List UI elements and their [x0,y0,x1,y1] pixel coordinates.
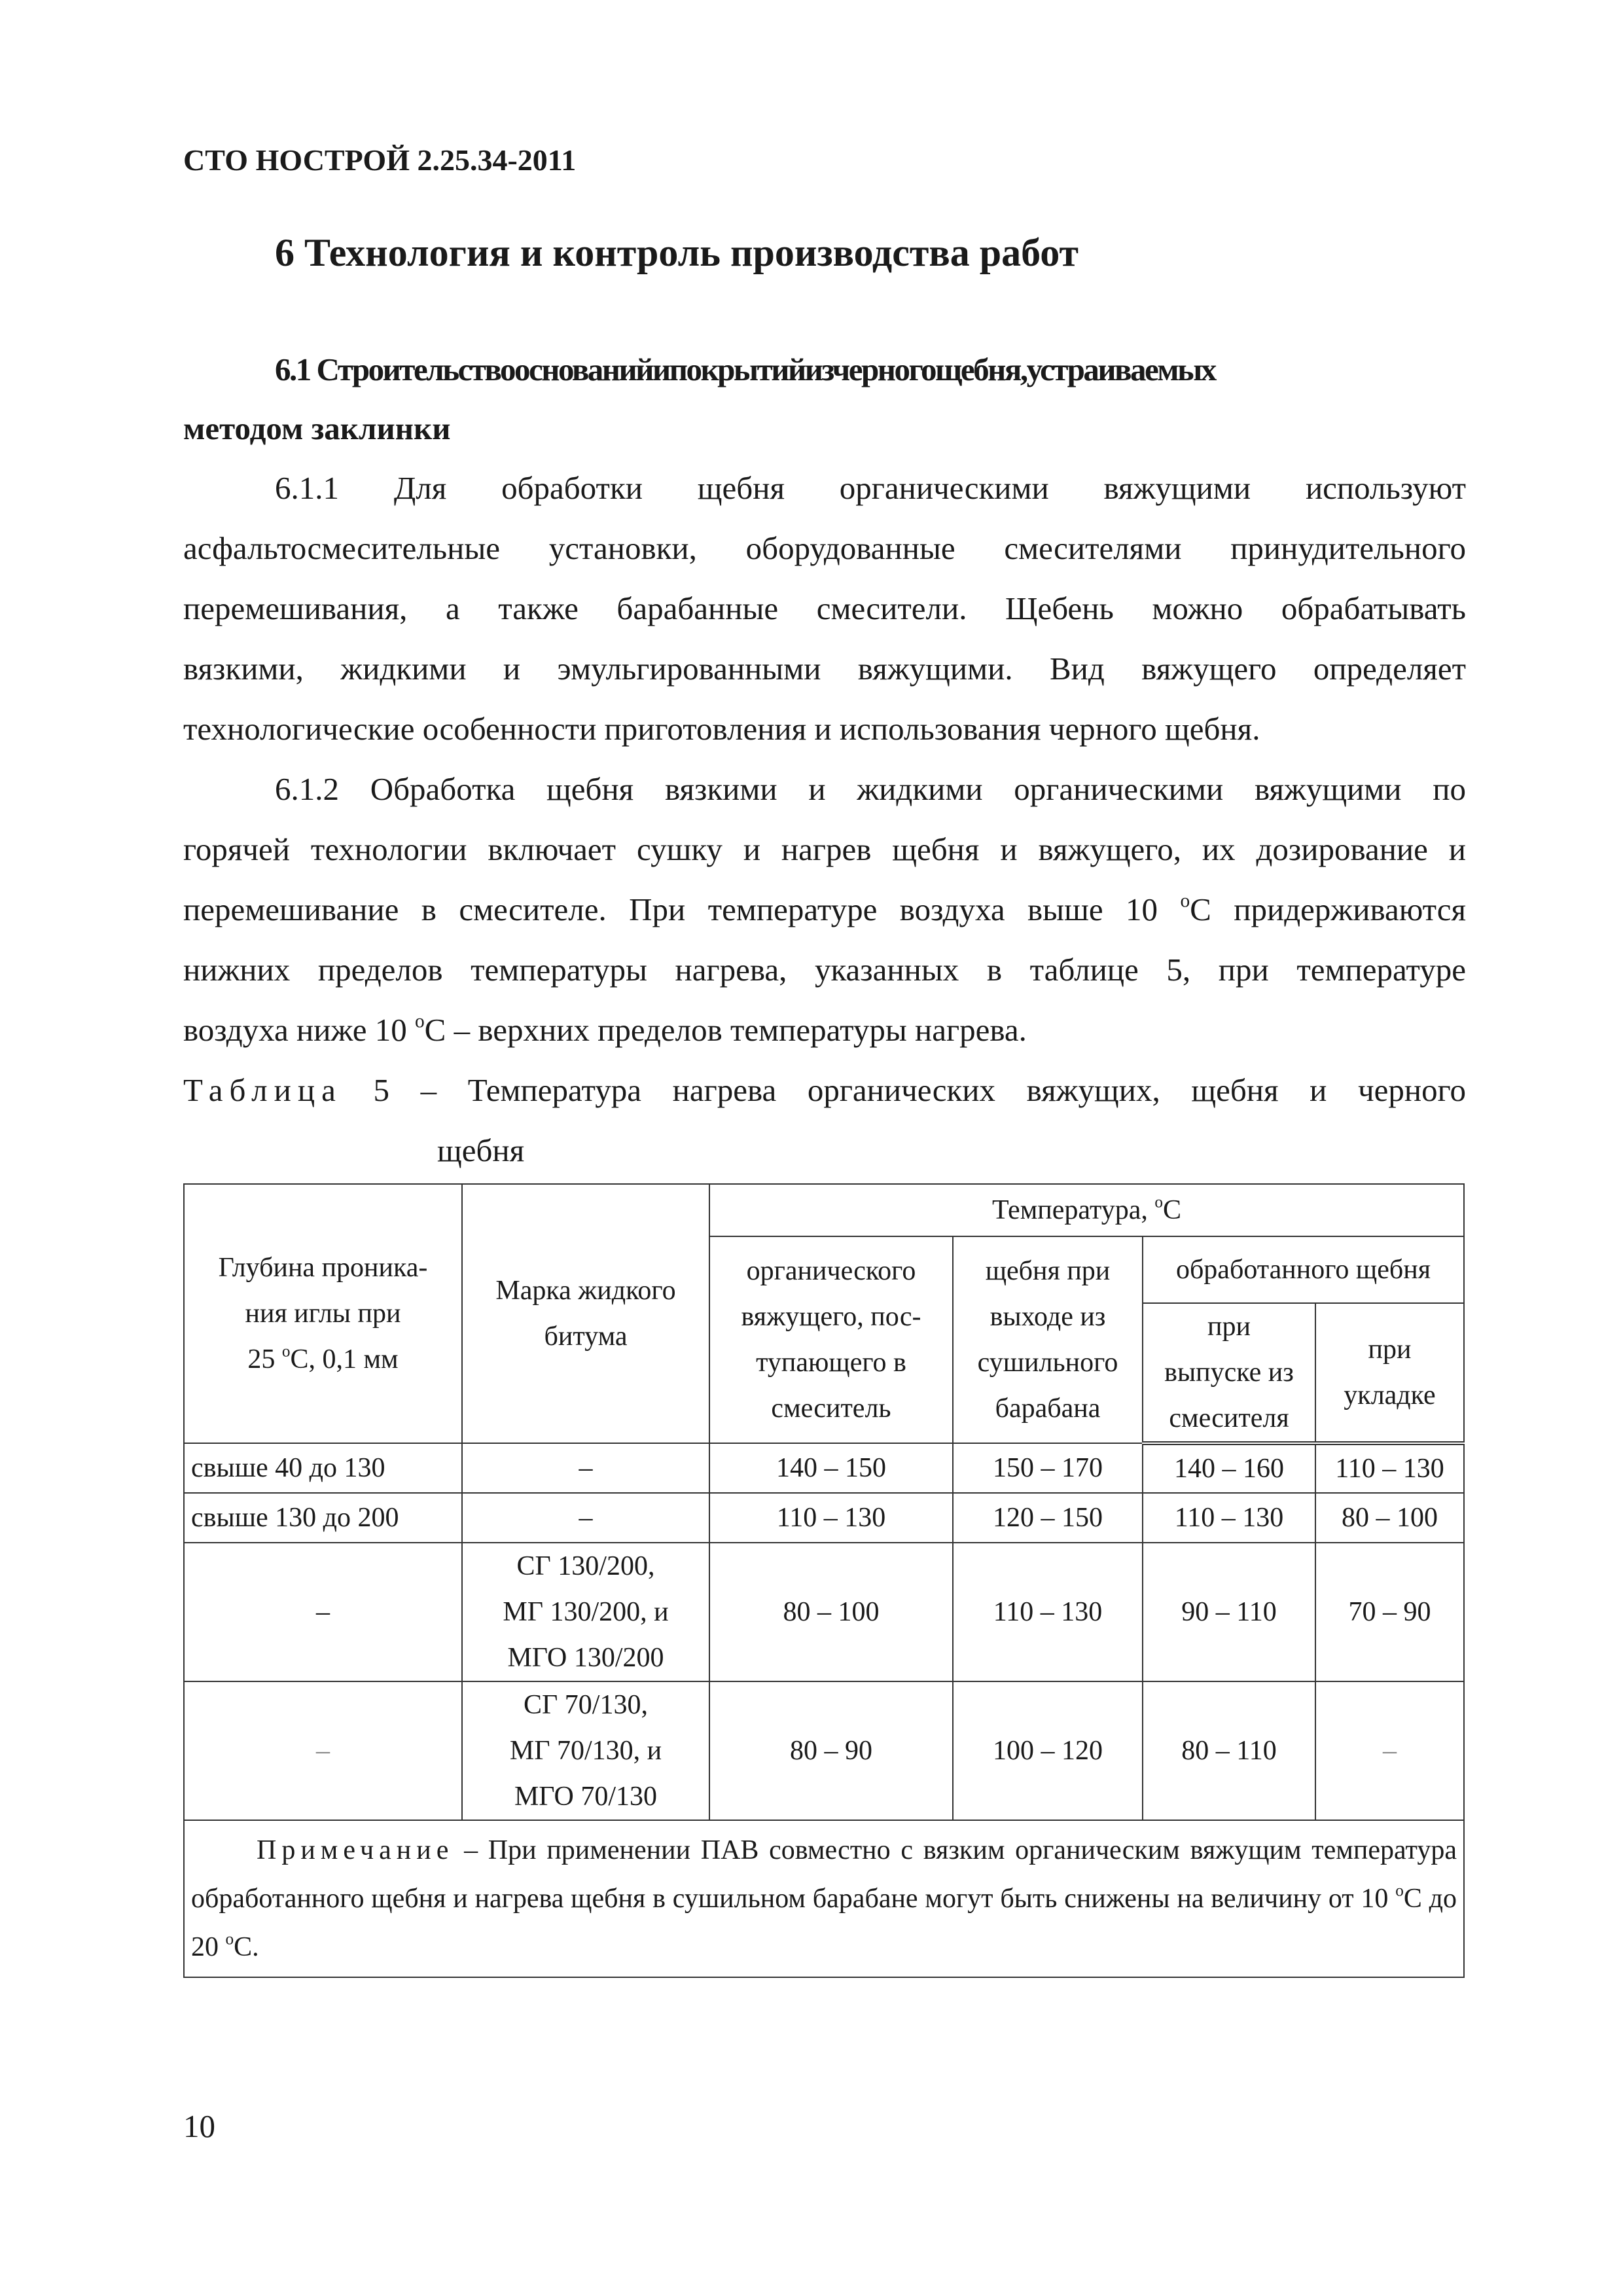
cell-binder: 140 – 150 [709,1443,953,1493]
header-temperature: Температура, $^о$С [709,1184,1464,1236]
paragraph-line: горячей технологии включает сушку и нагрев щебня и вяжущего, их дозирование и [183,831,1466,867]
cell-depth: свыше 40 до 130 [184,1443,462,1493]
caption-line-2: щебня [437,1132,525,1168]
cell-grade: – [462,1443,709,1493]
cell-laying: 110 – 130 [1315,1443,1464,1493]
paragraph-line: вязкими, жидкими и эмульгированными вяжущими. Вид вяжущего определяет [183,651,1466,687]
cell-release: 80 – 110 [1143,1681,1315,1820]
cell-grade: СГ 130/200, МГ 130/200, и МГО 130/200 [462,1543,709,1681]
header-penetration-depth: Глубина проника- ния иглы при 25 $^о$С, 0,1 мм [184,1184,462,1443]
caption-line-1: Таблица 5 – Температура нагрева органических вяжущих, щебня и черного [183,1072,1466,1108]
header-binder: органического вяжущего, пос- тупающего в смеситель [709,1236,953,1443]
cell-laying: – [1315,1681,1464,1820]
subsection-line-2: методом заклинки [183,410,451,446]
temperature-table [183,1183,1465,1978]
cell-dryer: 100 – 120 [953,1681,1143,1820]
cell-release: 90 – 110 [1143,1543,1315,1681]
cell-release: 140 – 160 [1143,1443,1315,1493]
cell-laying: 80 – 100 [1315,1493,1464,1543]
paragraph-line: 6.1.1 Для обработки щебня органическими вяжущими используют [275,470,1466,506]
cell-depth: – [184,1681,462,1820]
paragraph-6-1-1 [183,458,1466,759]
document-header: СТО НОСТРОЙ 2.25.34-2011 [183,143,577,177]
header-mixer-release: при выпуске из смесителя [1143,1303,1315,1443]
table-caption [183,1060,1466,1181]
cell-binder: 110 – 130 [709,1493,953,1543]
table-row [184,1493,1464,1543]
paragraph-line: перемешивания, а также барабанные смесители. Щебень можно обрабатывать [183,590,1466,626]
cell-dryer: 120 – 150 [953,1493,1143,1543]
subsection-title [183,340,1466,458]
table-row [184,1681,1464,1820]
paragraph-6-1-2 [183,759,1466,1060]
paragraph-line: 6.1.2 Обработка щебня вязкими и жидкими органическими вяжущими по [275,771,1466,807]
cell-depth: – [184,1543,462,1681]
cell-depth: свыше 130 до 200 [184,1493,462,1543]
header-laying: при укладке [1315,1303,1464,1443]
cell-dryer: 150 – 170 [953,1443,1143,1493]
cell-laying: 70 – 90 [1315,1543,1464,1681]
paragraph-line: воздуха ниже 10 $^о$С – верхних пределов температуры нагрева. [183,1011,1027,1048]
paragraph-line: нижних пределов температуры нагрева, указанных в таблице 5, при температуре [183,952,1466,988]
header-row-1 [184,1184,1464,1236]
cell-grade: СГ 70/130, МГ 70/130, и МГО 70/130 [462,1681,709,1820]
header-bitumen-grade: Марка жидкого битума [462,1184,709,1443]
cell-binder: 80 – 100 [709,1543,953,1681]
table-note: Примечание – При применении ПАВ совместно с вязким органическим вяжущим температура обработанного щебня и нагрева щебня в сушильном барабане могут быть снижены на величину от 10 $^о$С до 20 $^о$С. [184,1820,1464,1977]
paragraph-line: перемешивание в смесителе. При температуре воздуха выше 10 $^о$С придерживаются [183,890,1466,927]
table-row [184,1443,1464,1493]
cell-dryer: 110 – 130 [953,1543,1143,1681]
paragraph-line: асфальтосмесительные установки, оборудованные смесителями принудительного [183,530,1466,566]
paragraph-line: технологические особенности приготовления и использования черного щебня. [183,711,1260,747]
subsection-line-1: 6.1 Строительствооснованийипокрытийизчерногощебня,устраиваемых [275,351,1215,387]
page-number: 10 [183,2108,215,2144]
table-row [184,1543,1464,1681]
header-treated-stone: обработанного щебня [1143,1236,1464,1303]
section-title: 6 Технология и контроль производства работ [275,231,1079,274]
header-dryer-exit: щебня при выходе из сушильного барабана [953,1236,1143,1443]
cell-grade: – [462,1493,709,1543]
cell-release: 110 – 130 [1143,1493,1315,1543]
table-note-row [184,1820,1464,1977]
cell-binder: 80 – 90 [709,1681,953,1820]
